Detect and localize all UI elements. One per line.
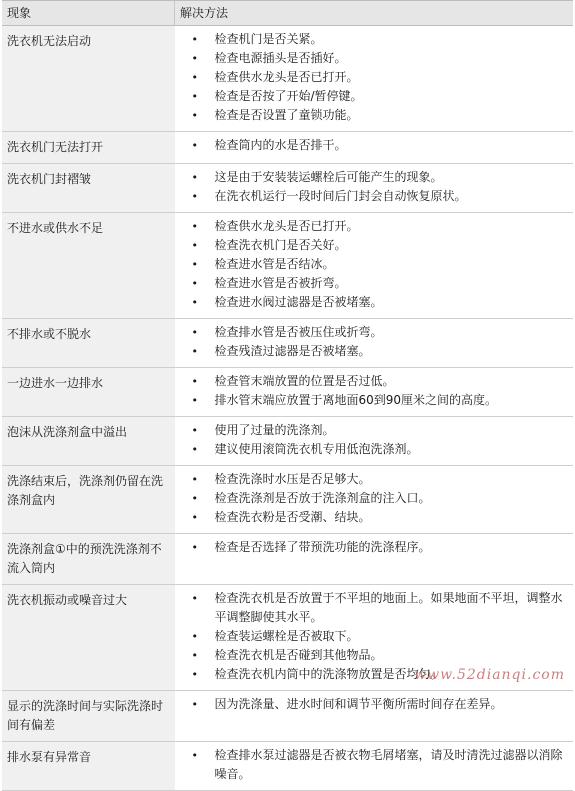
solution-item: • 这是由于安装装运螺栓后可能产生的现象。: [175, 168, 566, 187]
solution-item: • 检查排水泵过滤器是否被衣物毛屑堵塞，请及时清洗过滤器以消除噪音。: [175, 746, 566, 784]
solution-list: [175, 372, 566, 410]
table-row: [2, 132, 573, 164]
solution-cell: [175, 368, 574, 417]
solution-item: • 在洗衣机运行一段时间后门封会自动恢复原状。: [175, 187, 566, 206]
solution-list: [175, 136, 566, 155]
solution-item: • 检查装运螺栓是否被取下。: [175, 627, 566, 646]
solution-item: • 检查是否设置了童锁功能。: [175, 106, 566, 125]
solution-item: • 检查进水管是否被折弯。: [175, 274, 566, 293]
solution-list: [175, 589, 566, 684]
solution-item: • 检查洗涤剂是否放于洗涤剂盒的注入口。: [175, 489, 566, 508]
table-row: [2, 164, 573, 213]
solution-item: • 检查洗衣机是否放置于不平坦的地面上。如果地面不平坦，调整水平调整脚使其水平。: [175, 589, 566, 627]
table-row: [2, 319, 573, 368]
solution-item: • 使用了过量的洗涤剂。: [175, 421, 566, 440]
solution-cell: [175, 691, 574, 742]
solution-cell: [175, 534, 574, 585]
solution-cell: [175, 742, 574, 791]
solution-list: [175, 695, 566, 714]
symptom-cell: 不排水或不脱水: [2, 319, 175, 368]
solution-list: [175, 421, 566, 459]
header-solution: 解决方法: [175, 1, 574, 26]
site-watermark: www.52dianqi.com: [414, 666, 565, 685]
symptom-cell: 不进水或供水不足: [2, 213, 175, 319]
solution-item: • 检查是否选择了带预洗功能的洗涤程序。: [175, 538, 566, 557]
solution-list: [175, 746, 566, 784]
solution-list: [175, 217, 566, 312]
symptom-cell: 洗涤剂盒①中的预洗洗涤剂不流入筒内: [2, 534, 175, 585]
symptom-cell: 洗衣机门封褶皱: [2, 164, 175, 213]
table-row: [2, 213, 573, 319]
solution-cell: [175, 26, 574, 132]
solution-item: • 检查电源插头是否插好。: [175, 49, 566, 68]
solution-item: • 检查洗衣机是否碰到其他物品。: [175, 646, 566, 665]
solution-item: • 因为洗涤量、进水时间和调节平衡所需时间存在差异。: [175, 695, 566, 714]
solution-item: • 检查洗涤时水压是否足够大。: [175, 470, 566, 489]
table-row: [2, 466, 573, 534]
solution-cell: [175, 417, 574, 466]
troubleshooting-table: [2, 0, 573, 791]
symptom-cell: 排水泵有异常音: [2, 742, 175, 791]
solution-list: [175, 538, 566, 557]
solution-cell: [175, 585, 574, 691]
table-row: [2, 26, 573, 132]
solution-list: [175, 30, 566, 125]
solution-item: • 检查是否按了开始/暂停键。: [175, 87, 566, 106]
symptom-cell: 洗衣机振动或噪音过大: [2, 585, 175, 691]
symptom-cell: 一边进水一边排水: [2, 368, 175, 417]
solution-list: [175, 323, 566, 361]
solution-cell: [175, 213, 574, 319]
symptom-cell: 显示的洗涤时间与实际洗涤时间有偏差: [2, 691, 175, 742]
solution-item: • 检查进水管是否结冰。: [175, 255, 566, 274]
solution-item: • 检查供水龙头是否已打开。: [175, 217, 566, 236]
solution-list: [175, 168, 566, 206]
symptom-cell: 洗衣机无法启动: [2, 26, 175, 132]
table-row: [2, 368, 573, 417]
solution-item: • 检查进水阀过滤器是否被堵塞。: [175, 293, 566, 312]
header-symptom: 现象: [2, 1, 175, 26]
solution-item: • 检查洗衣机内筒中的洗涤物放置是否均匀。: [175, 665, 566, 684]
symptom-cell: 泡沫从洗涤剂盒中溢出: [2, 417, 175, 466]
solution-item: • 检查排水管是否被压住或折弯。: [175, 323, 566, 342]
solution-item: • 检查洗衣机门是否关好。: [175, 236, 566, 255]
table-row: [2, 742, 573, 791]
table-body: [2, 26, 573, 791]
solution-item: • 排水管末端应放置于离地面60到90厘米之间的高度。: [175, 391, 566, 410]
table-row: [2, 691, 573, 742]
table-row: [2, 585, 573, 691]
table-row: [2, 417, 573, 466]
solution-cell: [175, 466, 574, 534]
solution-item: • 检查残渣过滤器是否被堵塞。: [175, 342, 566, 361]
solution-item: • 检查管末端放置的位置是否过低。: [175, 372, 566, 391]
solution-item: • 检查机门是否关紧。: [175, 30, 566, 49]
solution-cell: [175, 132, 574, 164]
table-header-row: [2, 1, 573, 26]
solution-item: • 检查筒内的水是否排干。: [175, 136, 566, 155]
solution-cell: [175, 164, 574, 213]
symptom-cell: 洗涤结束后，洗涤剂仍留在洗涤剂盒内: [2, 466, 175, 534]
symptom-cell: 洗衣机门无法打开: [2, 132, 175, 164]
solution-item: • 检查供水龙头是否已打开。: [175, 68, 566, 87]
solution-list: [175, 470, 566, 527]
solution-item: • 检查洗衣粉是否受潮、结块。: [175, 508, 566, 527]
solution-item: • 建议使用滚筒洗衣机专用低泡洗涤剂。: [175, 440, 566, 459]
solution-cell: [175, 319, 574, 368]
table-row: [2, 534, 573, 585]
